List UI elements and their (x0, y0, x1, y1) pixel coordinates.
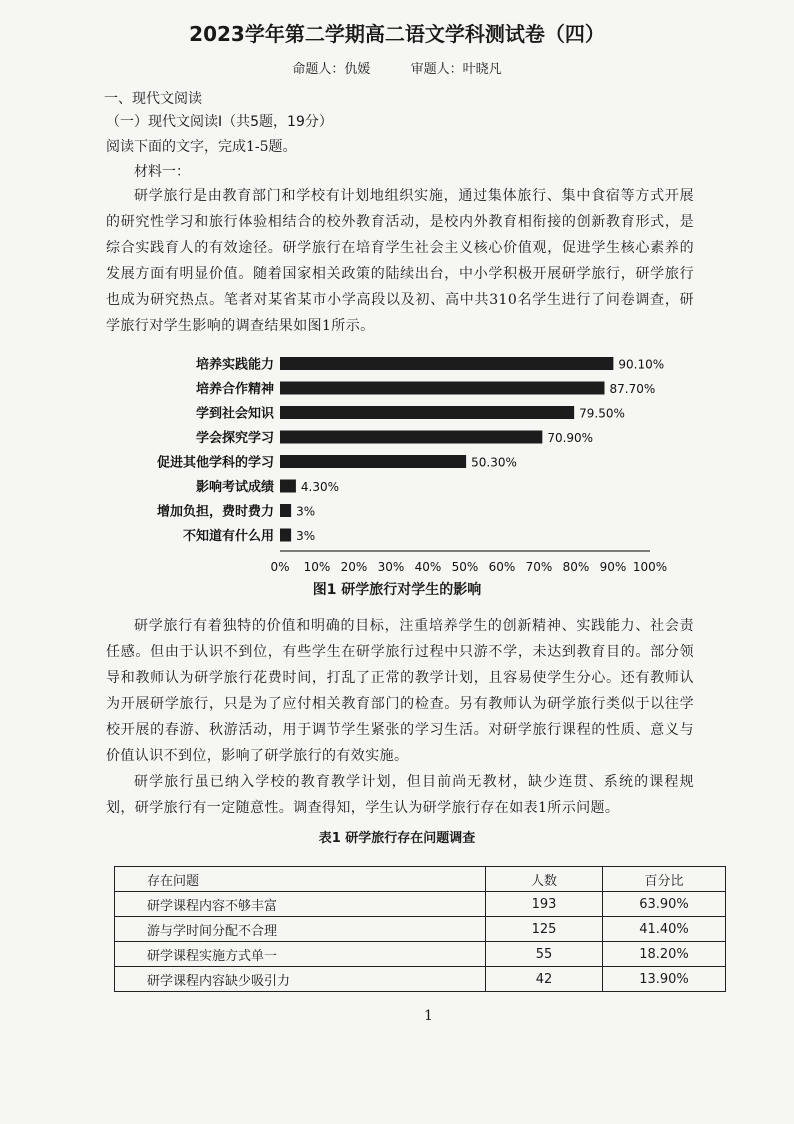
table-row (115, 942, 726, 967)
bar (280, 382, 604, 395)
section-heading: 一、现代文阅读 (104, 91, 202, 107)
figure-caption: 图1 研学旅行对学生的影响 (312, 582, 482, 598)
data-label: 3% (296, 529, 316, 543)
data-label: 3% (296, 504, 316, 519)
x-tick-label: 50% (451, 560, 479, 574)
bar (280, 480, 296, 493)
table-cell: 55 (486, 942, 603, 967)
table-cell: 研学课程实施方式单一 (115, 942, 486, 967)
bar (280, 357, 613, 370)
x-tick-label: 0% (270, 560, 290, 574)
table-cell: 游与学时间分配不合理 (115, 917, 486, 942)
material-label: 材料一： (134, 164, 190, 180)
table-header: 人数 (486, 867, 603, 892)
data-label: 50.30% (471, 455, 517, 470)
x-tick-label: 100% (632, 560, 668, 574)
category-label: 增加负担，费时费力 (156, 504, 274, 520)
category-label: 不知道有什么用 (182, 529, 274, 544)
bar (280, 455, 466, 468)
table-row (115, 967, 726, 992)
x-tick-label: 30% (377, 560, 405, 574)
table-header: 存在问题 (115, 867, 486, 892)
table-cell: 193 (486, 892, 603, 917)
table-cell: 研学课程内容缺少吸引力 (115, 967, 486, 992)
category-label: 促进其他学科的学习 (156, 455, 274, 471)
table-row (115, 917, 726, 942)
x-tick-label: 90% (599, 560, 627, 574)
reviewer: 审题人：叶晓凡 (410, 62, 502, 77)
table-caption: 表1 研学旅行存在问题调查 (318, 831, 476, 846)
bar (280, 504, 291, 517)
data-label: 90.10% (618, 357, 665, 372)
table-cell: 18.20% (603, 942, 726, 967)
table-cell: 63.90% (603, 892, 726, 917)
table-cell: 研学课程内容不够丰富 (115, 892, 486, 917)
table-cell: 125 (486, 917, 603, 942)
author-line (0, 58, 794, 77)
table-cell: 42 (486, 967, 603, 992)
category-label: 培养合作精神 (195, 382, 274, 397)
table-row (115, 892, 726, 917)
x-tick-label: 40% (414, 560, 442, 574)
survey-table (114, 866, 726, 992)
x-tick-label: 70% (525, 560, 553, 574)
category-label: 学会探究学习 (195, 431, 274, 446)
paragraph-1: 研学旅行是由教育部门和学校有计划地组织实施，通过集体旅行、集中食宿等方式开展的研究性学习和旅行体验相结合的校外教育活动，是校内外教育相衔接的创新教育形式，是综合实践育人的有效途径。研学旅行在培育学生社会主义核心价值观，促进学生核心素养的发展方面有明显价值。随着国家相关政策的陆续出台，中小学积极开展研学旅行，研学旅行也成为研究热点。笔者对某省某市小学高段以及初、高中共310名学生进行了问卷调查，研学旅行对学生影响的调查结果如图1所示。 (106, 188, 694, 334)
table-header: 百分比 (603, 867, 726, 892)
bar-chart (110, 345, 690, 575)
data-label: 4.30% (300, 480, 340, 494)
x-tick-label: 80% (562, 560, 590, 574)
data-label: 70.90% (547, 431, 594, 445)
page-number: 1 (424, 1008, 433, 1024)
bar (280, 431, 542, 444)
paragraph-2: 研学旅行有着独特的价值和明确的目标，注重培养学生的创新精神、实践能力、社会责任感。但由于认识不到位，有些学生在研学旅行过程中只游不学，未达到教育目的。部分领导和教师认为研学旅行花费时间，打乱了正常的教学计划，且容易使学生分心。还有教师认为开展研学旅行，只是为了应付相关教育部门的检查。另有教师认为研学旅行类似于以往学校开展的春游、秋游活动，用于调节学生紧张的学习生活。对研学旅行课程的性质、意义与价值认识不到位，影响了研学旅行的有效实施。 (106, 618, 694, 764)
bar (280, 406, 574, 419)
category-label: 学到社会知识 (195, 406, 274, 422)
data-label: 79.50% (579, 406, 625, 421)
sub-section-heading: （一）现代文阅读Ⅰ（共5题，19分） (106, 114, 333, 130)
x-tick-label: 60% (488, 560, 516, 574)
table-cell: 13.90% (603, 967, 726, 992)
category-label: 培养实践能力 (195, 357, 274, 373)
data-label: 87.70% (609, 382, 656, 396)
page-title: 2023学年第二学期高二语文学科测试卷（四） (189, 22, 605, 46)
instruction-text: 阅读下面的文字，完成1-5题。 (106, 139, 297, 155)
table-header-row (115, 867, 726, 892)
x-tick-label: 10% (303, 560, 331, 574)
table-cell: 41.40% (603, 917, 726, 942)
paragraph-3: 研学旅行虽已纳入学校的教育教学计划，但目前尚无教材，缺少连贯、系统的课程规划，研学旅行有一定随意性。调查得知，学生认为研学旅行存在如表1所示问题。 (106, 774, 694, 816)
bar (280, 529, 291, 542)
category-label: 影响考试成绩 (195, 480, 274, 495)
author: 命题人：仇媛 (292, 62, 371, 77)
x-tick-label: 20% (340, 560, 368, 574)
